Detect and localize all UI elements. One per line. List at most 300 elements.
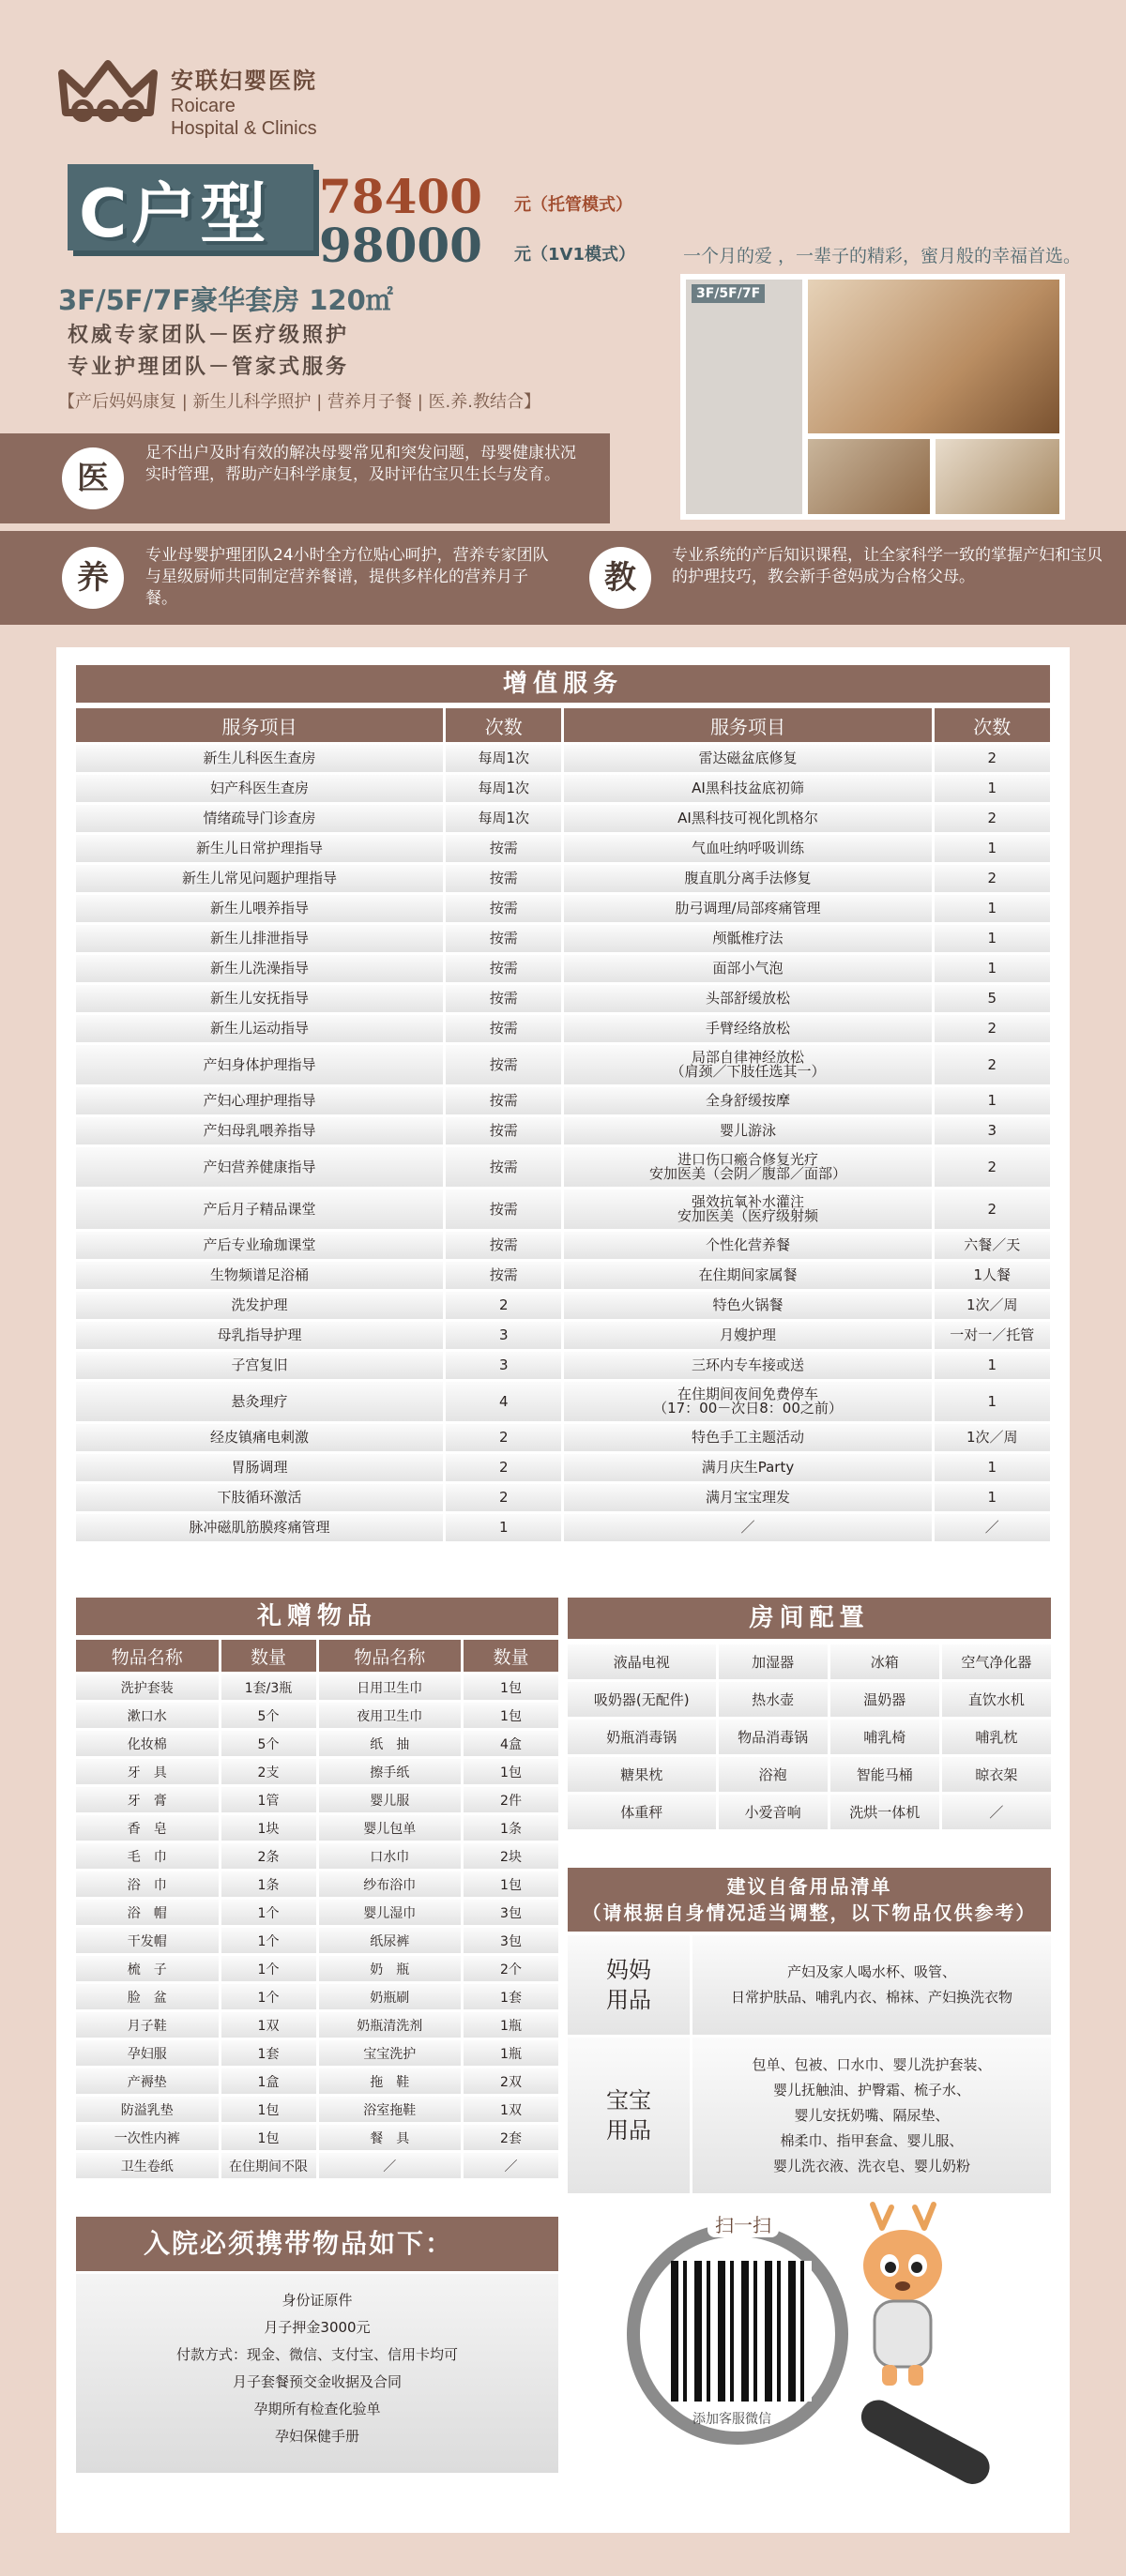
service-count: 2 — [446, 1484, 561, 1511]
service-name: 胃肠调理 — [76, 1454, 443, 1481]
gift-qty: 2件 — [464, 1787, 558, 1812]
service-name: 产妇心理护理指导 — [76, 1087, 443, 1114]
col-item: 物品名称 — [76, 1640, 219, 1672]
service-count: 1 — [935, 1352, 1051, 1379]
room-item: 哺乳枕 — [942, 1720, 1051, 1754]
service-count: ／ — [935, 1514, 1051, 1541]
room-item: 热水壶 — [719, 1682, 828, 1717]
gift-name: 奶瓶刷 — [319, 1984, 462, 2009]
service-count: 1 — [935, 775, 1051, 802]
brand-en-1: Roicare — [171, 96, 236, 116]
mom-items-1: 产妇及家人喝水杯、吸管、 — [786, 1963, 956, 1980]
price-managed: 78400 — [319, 169, 482, 224]
gift-qty: 1个 — [221, 1956, 316, 1981]
room-item: 奶瓶消毒锅 — [568, 1720, 716, 1754]
gifts-table — [73, 1637, 561, 2181]
expert-team: 权威专家团队－医疗级照护 — [68, 324, 350, 347]
service-count: 按需 — [446, 1087, 561, 1114]
room-item: 洗烘一体机 — [830, 1795, 939, 1829]
service-name: 月嫂护理 — [564, 1322, 931, 1349]
gift-qty: 1包 — [464, 1871, 558, 1897]
service-name: 头部舒缓放松 — [564, 985, 931, 1012]
gift-qty: 3包 — [464, 1900, 558, 1925]
gift-qty: 2个 — [464, 1956, 558, 1981]
services-row — [76, 985, 1050, 1012]
bring-item-3: 付款方式：现金、微信、支付宝、信用卡均可 — [175, 2346, 458, 2363]
gift-qty: 2条 — [221, 1843, 316, 1869]
gift-name: 防溢乳垫 — [76, 2097, 219, 2122]
service-count: 3 — [446, 1352, 561, 1379]
room-item: 冰箱 — [830, 1644, 939, 1679]
service-count: 1 — [935, 1087, 1051, 1114]
room-row — [568, 1795, 1051, 1829]
gift-name: 化妆棉 — [76, 1731, 219, 1756]
gifts-row — [76, 2125, 558, 2150]
col-qty: 数量 — [221, 1640, 316, 1672]
services-row — [76, 1147, 1050, 1187]
brand-en-2: Hospital & Clinics — [171, 118, 317, 139]
feature-list: 【产后妈妈康复 | 新生儿科学照护 | 营养月子餐 | 医.养.教结合】 — [58, 392, 540, 412]
gift-name: 一次性内裤 — [76, 2125, 219, 2150]
mom-items-2: 日常护肤品、哺乳内衣、棉袜、产妇换洗衣物 — [730, 1989, 1012, 2006]
room-type-title: C户型 — [79, 175, 270, 252]
baby-label — [568, 2038, 690, 2193]
gift-name: 牙 膏 — [76, 1787, 219, 1812]
service-count: 按需 — [446, 1117, 561, 1144]
pillar-nurture-text: 专业母婴护理团队24小时全方位贴心呵护，营养专家团队与星级厨师共同制定营养餐谱，提供多样化的营养月子餐。 — [145, 546, 549, 608]
service-name: 特色火锅餐 — [564, 1292, 931, 1319]
services-row — [76, 1292, 1050, 1319]
service-count: 按需 — [446, 895, 561, 922]
services-row — [76, 925, 1050, 952]
services-row — [76, 745, 1050, 772]
service-name: 雷达磁盆底修复 — [564, 745, 931, 772]
service-count: 按需 — [446, 985, 561, 1012]
price-1v1: 98000 — [319, 218, 482, 273]
gift-qty: 2支 — [221, 1759, 316, 1784]
service-count: 1 — [935, 955, 1051, 982]
service-count: 2 — [935, 1147, 1051, 1187]
services-row — [76, 1190, 1050, 1229]
service-count: 1人餐 — [935, 1262, 1051, 1289]
service-name: ／ — [564, 1514, 931, 1541]
services-row — [76, 1232, 1050, 1259]
gift-qty: 1双 — [221, 2012, 316, 2038]
services-title: 增值服务 — [76, 665, 1050, 703]
room-item: 体重秤 — [568, 1795, 716, 1829]
service-name: 新生儿排泄指导 — [76, 925, 443, 952]
room-item: 直饮水机 — [942, 1682, 1051, 1717]
gift-name: 牙 具 — [76, 1759, 219, 1784]
gift-name: 毛 巾 — [76, 1843, 219, 1869]
gifts-row — [76, 2040, 558, 2066]
baby-items-1: 包单、包被、口水巾、婴儿洗护套装、 — [752, 2055, 992, 2073]
suggest-title-note: （请根据自身情况适当调整，以下物品仅供参考） — [582, 1902, 1037, 1924]
gift-qty: 1瓶 — [464, 2012, 558, 2038]
room-row — [568, 1720, 1051, 1754]
service-name: 全身舒缓按摩 — [564, 1087, 931, 1114]
qr-code[interactable] — [671, 2261, 812, 2402]
services-row — [76, 1352, 1050, 1379]
service-name: 新生儿常见问题护理指导 — [76, 865, 443, 892]
services-row — [76, 1117, 1050, 1144]
scan-label: 扫一扫 — [708, 2210, 779, 2237]
suggest-row-baby — [568, 2038, 1051, 2193]
dining-photo — [936, 439, 1059, 514]
gift-name: 梳 子 — [76, 1956, 219, 1981]
room-item: 液晶电视 — [568, 1644, 716, 1679]
gift-qty: ／ — [464, 2153, 558, 2178]
room-item: 哺乳椅 — [830, 1720, 939, 1754]
gift-qty: 2套 — [464, 2125, 558, 2150]
service-name: 子宫复旧 — [76, 1352, 443, 1379]
service-count: 1次／周 — [935, 1292, 1051, 1319]
tagline: 一个月的爱 ，一辈子的精彩，蜜月般的幸福首选。 — [683, 246, 1082, 266]
suite-info: 3F/5F/7F豪华套房 120㎡ — [58, 284, 393, 316]
gift-qty: 1套 — [221, 2040, 316, 2066]
service-name: 新生儿科医生查房 — [76, 745, 443, 772]
nursing-team: 专业护理团队－管家式服务 — [68, 356, 350, 379]
mom-items — [692, 1935, 1051, 2035]
gift-qty: 在住期间不限 — [221, 2153, 316, 2178]
service-count: 按需 — [446, 1045, 561, 1084]
service-count: 1次／周 — [935, 1424, 1051, 1451]
gift-qty: 5个 — [221, 1731, 316, 1756]
gift-qty: 1块 — [221, 1815, 316, 1841]
service-count: 按需 — [446, 1015, 561, 1042]
service-count: 2 — [446, 1454, 561, 1481]
gifts-row — [76, 2097, 558, 2122]
service-count: 3 — [935, 1117, 1051, 1144]
gift-name: 产褥垫 — [76, 2068, 219, 2094]
suggest-row-mom — [568, 1935, 1051, 2035]
pillar-medical-text: 足不出户及时有效的解决母婴常见和突发问题，母婴健康状况实时管理，帮助产妇科学康复，及时评估宝贝生长与发育。 — [145, 444, 576, 484]
gifts-title: 礼赠物品 — [76, 1598, 558, 1635]
gifts-row — [76, 2068, 558, 2094]
gifts-row — [76, 1674, 558, 1700]
services-row — [76, 835, 1050, 862]
bedroom-photo — [808, 280, 1059, 433]
service-count: 1 — [935, 1382, 1051, 1421]
service-name: 产妇母乳喂养指导 — [76, 1117, 443, 1144]
gift-qty: 1包 — [221, 2125, 316, 2150]
brand-cn: 安联妇婴医院 — [171, 68, 317, 94]
room-item: 吸奶器(无配件) — [568, 1682, 716, 1717]
gift-name: 纸尿裤 — [319, 1928, 462, 1953]
gift-name: 日用卫生巾 — [319, 1674, 462, 1700]
service-name: 情绪疏导门诊查房 — [76, 805, 443, 832]
service-count: 2 — [935, 865, 1051, 892]
room-item: 温奶器 — [830, 1682, 939, 1717]
service-name: 强效抗氧补水灌注 安加医美（医疗级射频 — [564, 1190, 931, 1229]
services-row — [76, 1015, 1050, 1042]
baby-items — [692, 2038, 1051, 2193]
gift-name: 纸 抽 — [319, 1731, 462, 1756]
service-name: 在住期间家属餐 — [564, 1262, 931, 1289]
service-count: 3 — [446, 1322, 561, 1349]
service-name: 满月宝宝理发 — [564, 1484, 931, 1511]
service-count: 按需 — [446, 1147, 561, 1187]
service-name: 三环内专车接或送 — [564, 1352, 931, 1379]
room-item: 空气净化器 — [942, 1644, 1051, 1679]
service-name: AI黑科技盆底初筛 — [564, 775, 931, 802]
room-item: 加湿器 — [719, 1644, 828, 1679]
gift-qty: 1个 — [221, 1928, 316, 1953]
bring-title: 入院必须携带物品如下： — [76, 2217, 558, 2271]
service-count: 1 — [935, 925, 1051, 952]
qr-caption: 添加客服微信 — [692, 2412, 771, 2427]
services-row — [76, 955, 1050, 982]
services-row — [76, 775, 1050, 802]
service-count: 按需 — [446, 955, 561, 982]
services-row — [76, 1514, 1050, 1541]
gift-qty: 1条 — [221, 1871, 316, 1897]
gift-name: 婴儿包单 — [319, 1815, 462, 1841]
service-name: 满月庆生Party — [564, 1454, 931, 1481]
services-row — [76, 1454, 1050, 1481]
gift-qty: 1包 — [464, 1703, 558, 1728]
gift-name: 婴儿湿巾 — [319, 1900, 462, 1925]
service-count: 2 — [935, 745, 1051, 772]
gift-name: 脸 盆 — [76, 1984, 219, 2009]
gift-name: 浴 巾 — [76, 1871, 219, 1897]
gift-name: 拖 鞋 — [319, 2068, 462, 2094]
gift-qty: 5个 — [221, 1703, 316, 1728]
services-row — [76, 1262, 1050, 1289]
service-count: 4 — [446, 1382, 561, 1421]
baby-items-4: 棉柔巾、指甲套盒、婴儿服、 — [780, 2131, 964, 2149]
service-count: 每周1次 — [446, 775, 561, 802]
gift-name: 月子鞋 — [76, 2012, 219, 2038]
gift-qty: 1包 — [221, 2097, 316, 2122]
gifts-row — [76, 1871, 558, 1897]
gifts-row — [76, 1787, 558, 1812]
col-qty-2: 数量 — [464, 1640, 558, 1672]
baby-label-1: 宝宝 — [606, 2087, 651, 2114]
room-row — [568, 1757, 1051, 1792]
service-name: AI黑科技可视化凯格尔 — [564, 805, 931, 832]
service-name: 颅骶椎疗法 — [564, 925, 931, 952]
service-name: 妇产科医生查房 — [76, 775, 443, 802]
gift-qty: 1瓶 — [464, 2040, 558, 2066]
room-item: 糖果枕 — [568, 1757, 716, 1792]
col-count-2: 次数 — [935, 708, 1051, 742]
price-managed-mode: 元（托管模式） — [514, 195, 632, 215]
services-row — [76, 1322, 1050, 1349]
gift-qty: 1个 — [221, 1984, 316, 2009]
gift-qty: 4盒 — [464, 1731, 558, 1756]
service-name: 面部小气泡 — [564, 955, 931, 982]
service-count: 1 — [935, 1454, 1051, 1481]
gifts-row — [76, 1759, 558, 1784]
gift-name: 浴室拖鞋 — [319, 2097, 462, 2122]
room-config-table — [565, 1642, 1054, 1832]
gift-name: 香 皂 — [76, 1815, 219, 1841]
service-count: 按需 — [446, 925, 561, 952]
service-count: 1 — [935, 835, 1051, 862]
gift-name: 漱口水 — [76, 1703, 219, 1728]
pillar-medical-badge: 医 — [62, 447, 124, 509]
gift-qty: 1盒 — [221, 2068, 316, 2094]
service-count: 1 — [935, 1484, 1051, 1511]
service-count: 2 — [935, 805, 1051, 832]
service-name: 婴儿游泳 — [564, 1117, 931, 1144]
bring-list — [76, 2274, 558, 2473]
gifts-row — [76, 1703, 558, 1728]
service-count: 一对一／托管 — [935, 1322, 1051, 1349]
room-item: 物品消毒锅 — [719, 1720, 828, 1754]
gifts-row — [76, 1900, 558, 1925]
service-count: 2 — [446, 1292, 561, 1319]
gift-qty: 2块 — [464, 1843, 558, 1869]
services-row — [76, 1484, 1050, 1511]
living-photo — [808, 439, 930, 514]
services-row — [76, 1045, 1050, 1084]
gift-name: 纱布浴巾 — [319, 1871, 462, 1897]
service-name: 脉冲磁肌筋膜疼痛管理 — [76, 1514, 443, 1541]
gift-name: 干发帽 — [76, 1928, 219, 1953]
gifts-row — [76, 1928, 558, 1953]
col-service-2: 服务项目 — [564, 708, 931, 742]
service-count: 2 — [935, 1015, 1051, 1042]
mom-label-1: 妈妈 — [606, 1957, 651, 1983]
mom-label-2: 用品 — [606, 1987, 651, 2013]
room-item: 小爱音响 — [719, 1795, 828, 1829]
service-name: 悬灸理疗 — [76, 1382, 443, 1421]
mom-label — [568, 1935, 690, 2035]
pillar-education-badge: 教 — [589, 547, 651, 609]
service-count: 六餐／天 — [935, 1232, 1051, 1259]
gift-qty: 1套 — [464, 1984, 558, 2009]
floorplan-image — [686, 280, 802, 514]
service-name: 下肢循环激活 — [76, 1484, 443, 1511]
service-name: 腹直肌分离手法修复 — [564, 865, 931, 892]
col-item-2: 物品名称 — [319, 1640, 462, 1672]
crown-logo-icon — [56, 56, 160, 131]
bring-item-6: 孕妇保健手册 — [274, 2428, 359, 2445]
floorplan-label: 3F/5F/7F — [692, 284, 765, 303]
service-count: 2 — [935, 1190, 1051, 1229]
room-item: 智能马桶 — [830, 1757, 939, 1792]
service-count: 按需 — [446, 1190, 561, 1229]
service-name: 新生儿日常护理指导 — [76, 835, 443, 862]
price-1v1-mode: 元（1V1模式） — [514, 245, 635, 265]
room-config-title: 房间配置 — [568, 1598, 1051, 1639]
service-count: 按需 — [446, 1262, 561, 1289]
service-count: 1 — [446, 1514, 561, 1541]
service-count: 2 — [446, 1424, 561, 1451]
services-row — [76, 1424, 1050, 1451]
gift-name: 口水巾 — [319, 1843, 462, 1869]
service-name: 新生儿运动指导 — [76, 1015, 443, 1042]
gifts-row — [76, 2153, 558, 2178]
gift-qty: 1包 — [464, 1759, 558, 1784]
pillar-education-text: 专业系统的产后知识课程，让全家科学一致的掌握产妇和宝贝的护理技巧，教会新手爸妈成为合格父母。 — [672, 546, 1103, 586]
room-item: 晾衣架 — [942, 1757, 1051, 1792]
gifts-row — [76, 1956, 558, 1981]
service-count: 按需 — [446, 835, 561, 862]
gift-qty: 1个 — [221, 1900, 316, 1925]
gifts-row — [76, 1843, 558, 1869]
room-item: ／ — [942, 1795, 1051, 1829]
gift-name: 奶 瓶 — [319, 1956, 462, 1981]
services-row — [76, 895, 1050, 922]
service-name: 洗发护理 — [76, 1292, 443, 1319]
room-item: 浴袍 — [719, 1757, 828, 1792]
col-count: 次数 — [446, 708, 561, 742]
services-table — [73, 705, 1053, 1544]
bring-item-1: 身份证原件 — [282, 2292, 353, 2309]
bring-item-5: 孕期所有检查化验单 — [253, 2401, 381, 2417]
service-name: 产妇身体护理指导 — [76, 1045, 443, 1084]
service-name: 新生儿喂养指导 — [76, 895, 443, 922]
service-name: 个性化营养餐 — [564, 1232, 931, 1259]
baby-items-5: 婴儿洗衣液、洗衣皂、婴儿奶粉 — [772, 2157, 970, 2174]
service-name: 新生儿洗澡指导 — [76, 955, 443, 982]
service-name: 母乳指导护理 — [76, 1322, 443, 1349]
service-count: 按需 — [446, 865, 561, 892]
gift-name: ／ — [319, 2153, 462, 2178]
services-row — [76, 1087, 1050, 1114]
services-row — [76, 865, 1050, 892]
gift-name: 夜用卫生巾 — [319, 1703, 462, 1728]
gifts-row — [76, 1984, 558, 2009]
bring-item-4: 月子套餐预交金收据及合同 — [232, 2373, 402, 2390]
baby-label-2: 用品 — [606, 2117, 651, 2144]
services-header-row — [76, 708, 1050, 742]
service-name: 进口伤口瘢合修复光疗 安加医美（会阴／腹部／面部） — [564, 1147, 931, 1187]
service-count: 1 — [935, 895, 1051, 922]
suggest-table — [565, 1932, 1054, 2196]
gifts-row — [76, 2012, 558, 2038]
service-name: 经皮镇痛电刺激 — [76, 1424, 443, 1451]
gift-qty: 1套/3瓶 — [221, 1674, 316, 1700]
gift-qty: 2双 — [464, 2068, 558, 2094]
room-row — [568, 1644, 1051, 1679]
service-name: 在住期间夜间免费停车 （17：00－次日8：00之前） — [564, 1382, 931, 1421]
service-count: 5 — [935, 985, 1051, 1012]
service-count: 按需 — [446, 1232, 561, 1259]
gift-name: 餐 具 — [319, 2125, 462, 2150]
gift-name: 孕妇服 — [76, 2040, 219, 2066]
service-name: 局部自律神经放松 （肩颈／下肢任选其一） — [564, 1045, 931, 1084]
services-row — [76, 805, 1050, 832]
col-service: 服务项目 — [76, 708, 443, 742]
gift-name: 卫生卷纸 — [76, 2153, 219, 2178]
bring-item-2: 月子押金3000元 — [264, 2319, 371, 2336]
gifts-row — [76, 1815, 558, 1841]
suggest-title — [568, 1868, 1051, 1932]
suggest-title-main: 建议自备用品清单 — [726, 1875, 892, 1898]
service-name: 生物频谱足浴桶 — [76, 1262, 443, 1289]
service-count: 每周1次 — [446, 805, 561, 832]
gift-name: 浴 帽 — [76, 1900, 219, 1925]
deer-mascot-icon — [844, 2200, 966, 2387]
gift-qty: 1双 — [464, 2097, 558, 2122]
gift-name: 洗护套装 — [76, 1674, 219, 1700]
gifts-row — [76, 1731, 558, 1756]
gift-qty: 1条 — [464, 1815, 558, 1841]
service-name: 产后专业瑜珈课堂 — [76, 1232, 443, 1259]
service-name: 产妇营养健康指导 — [76, 1147, 443, 1187]
service-name: 肋弓调理/局部疼痛管理 — [564, 895, 931, 922]
gift-qty: 3包 — [464, 1928, 558, 1953]
service-name: 产后月子精品课堂 — [76, 1190, 443, 1229]
gift-qty: 1包 — [464, 1674, 558, 1700]
gift-name: 奶瓶清洗剂 — [319, 2012, 462, 2038]
services-row — [76, 1382, 1050, 1421]
gift-name: 擦手纸 — [319, 1759, 462, 1784]
